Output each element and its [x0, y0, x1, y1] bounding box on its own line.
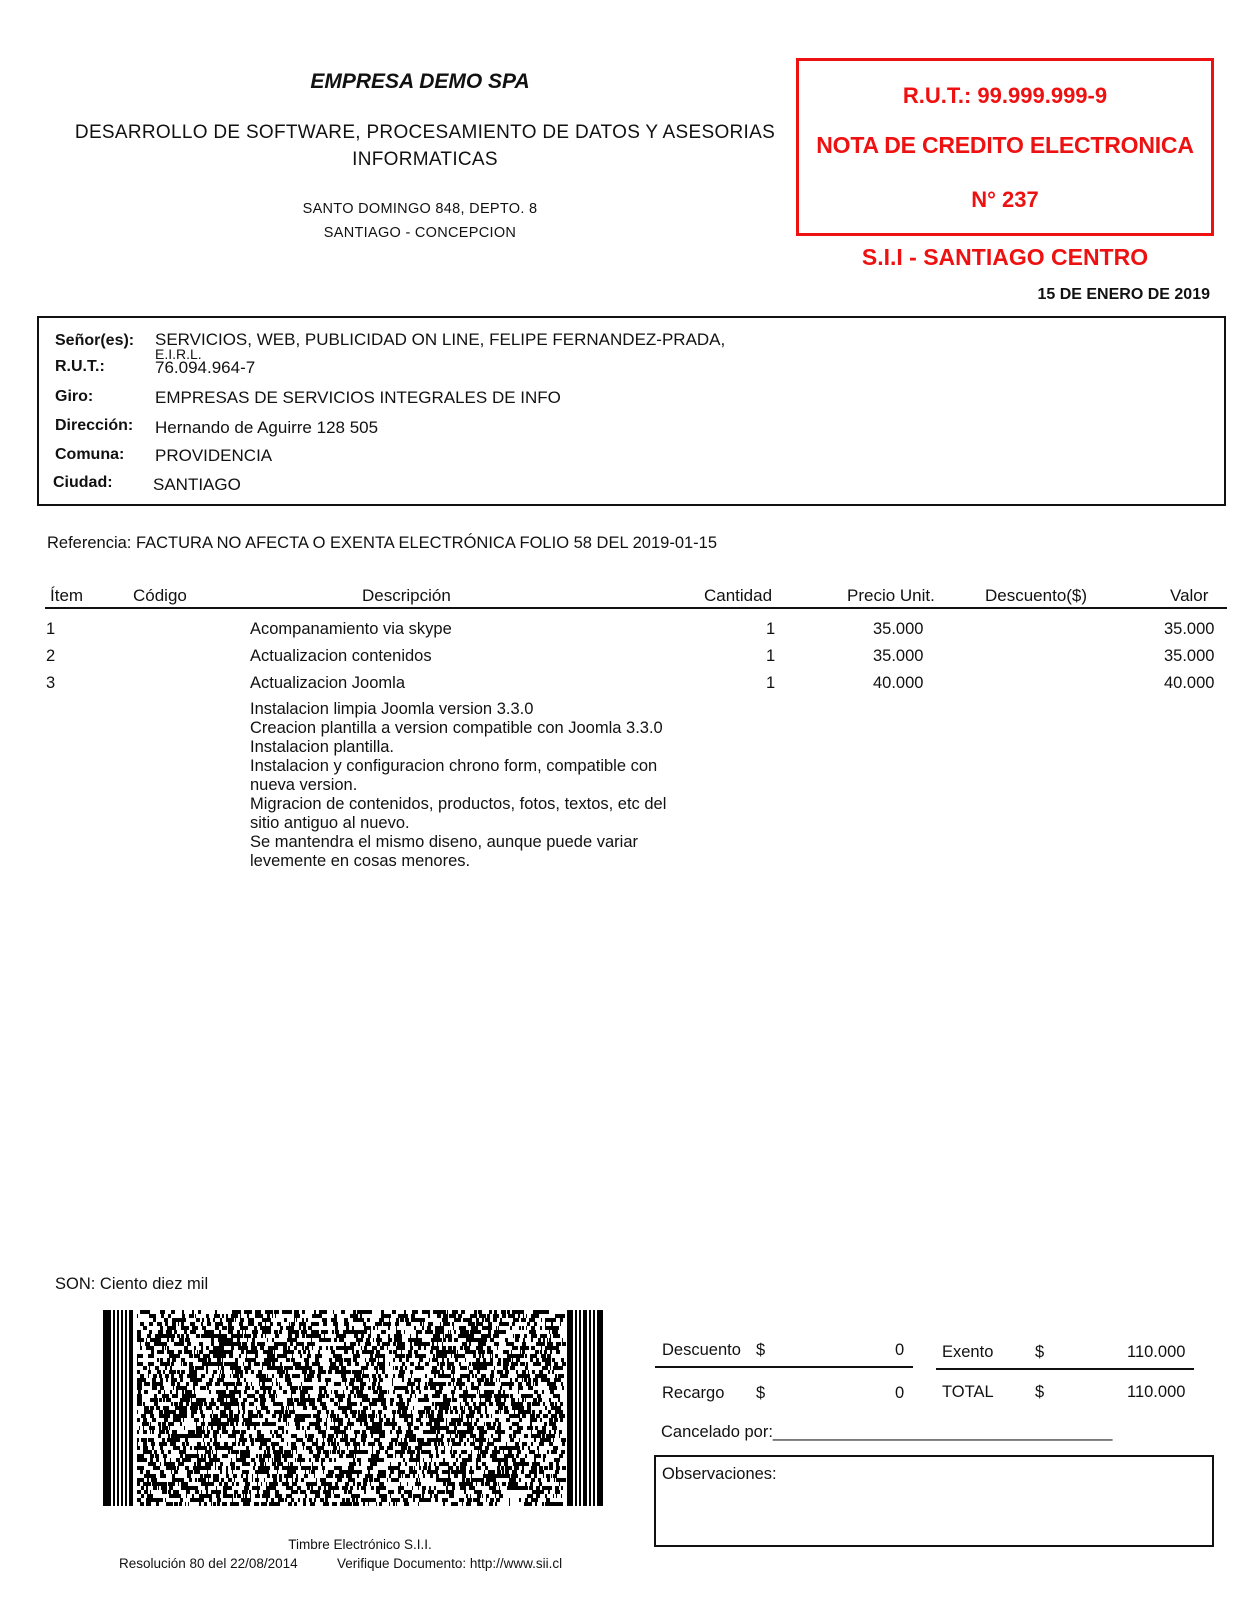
cancelado-por: Cancelado por:_____________________________________	[661, 1423, 1113, 1441]
header-item: Ítem	[50, 586, 84, 605]
row-descripcion: Actualizacion Joomla	[250, 674, 405, 692]
receptor-ciudad: SANTIAGO	[153, 475, 241, 494]
detail-line: Instalacion plantilla.	[250, 738, 395, 756]
row-precio: 40.000	[873, 674, 924, 692]
timbre-resolucion: Resolución 80 del 22/08/2014	[119, 1556, 298, 1571]
amount-in-words: SON: Ciento diez mil	[55, 1275, 209, 1293]
descuento-value: 0	[895, 1341, 905, 1359]
detail-line: Se mantendra el mismo diseno, aunque puede variar	[250, 833, 638, 851]
detail-line: Creacion plantilla a version compatible con Joomla 3.3.0	[250, 719, 663, 737]
total-value: 110.000	[1127, 1383, 1186, 1401]
row-valor: 40.000	[1164, 674, 1215, 692]
label-senor: Señor(es):	[55, 332, 135, 349]
row-cantidad: 1	[766, 647, 776, 665]
detail-line: Instalacion y configuracion chrono form, compatible con	[250, 757, 658, 775]
exento-divider	[936, 1368, 1194, 1370]
reference-line: Referencia: FACTURA NO AFECTA O EXENTA ELECTRÓNICA FOLIO 58 DEL 2019-01-15	[47, 534, 718, 552]
descuento-label: Descuento	[662, 1341, 741, 1359]
total-label: TOTAL	[942, 1383, 994, 1401]
label-ciudad: Ciudad:	[53, 474, 113, 491]
header-cantidad: Cantidad	[704, 586, 773, 605]
detail-line: Migracion de contenidos, productos, fotos, textos, etc del	[250, 795, 667, 813]
receptor-name-line1: SERVICIOS, WEB, PUBLICIDAD ON LINE, FELIPE FERNANDEZ-PRADA,	[155, 330, 726, 349]
row-valor: 35.000	[1164, 647, 1215, 665]
row-item: 3	[46, 674, 56, 692]
row-cantidad: 1	[766, 674, 776, 692]
table-header-divider	[45, 607, 1227, 609]
observaciones-label: Observaciones:	[662, 1465, 777, 1483]
issuer-address-line1: SANTO DOMINGO 848, DEPTO. 8	[302, 201, 538, 217]
label-comuna: Comuna:	[55, 446, 125, 463]
detail-line: sitio antiguo al nuevo.	[250, 814, 410, 832]
receptor-direccion: Hernando de Aguirre 128 505	[155, 418, 379, 437]
row-detail-lines	[250, 700, 710, 871]
timbre-barcode	[103, 1310, 603, 1506]
exento-value: 110.000	[1127, 1343, 1186, 1361]
exento-currency: $	[1035, 1343, 1045, 1361]
receptor-comuna: PROVIDENCIA	[155, 446, 273, 465]
receptor-giro: EMPRESAS DE SERVICIOS INTEGRALES DE INFO	[155, 388, 561, 407]
header-descuento: Descuento($)	[985, 586, 1088, 605]
receptor-name-line2: E.I.R.L.	[155, 346, 202, 362]
timbre-title: Timbre Electrónico S.I.I.	[288, 1537, 432, 1552]
recargo-label: Recargo	[662, 1384, 725, 1402]
receptor-box	[37, 316, 1226, 506]
header-valor: Valor	[1170, 586, 1209, 605]
recargo-currency: $	[756, 1384, 766, 1402]
document-number: N° 237	[971, 187, 1039, 212]
issuer-address	[180, 197, 660, 245]
document-date: 15 DE ENERO DE 2019	[1037, 286, 1210, 303]
document-type-box	[796, 58, 1214, 236]
header-descripcion: Descripción	[362, 586, 451, 605]
detail-line: nueva version.	[250, 776, 358, 794]
recargo-value: 0	[895, 1384, 905, 1402]
row-descripcion: Actualizacion contenidos	[250, 647, 432, 665]
header-precio: Precio Unit.	[847, 586, 935, 605]
document-type: NOTA DE CREDITO ELECTRONICA	[816, 132, 1194, 158]
receptor-rut: 76.094.964-7	[155, 358, 256, 377]
label-giro: Giro:	[55, 388, 94, 405]
row-precio: 35.000	[873, 620, 924, 638]
issuer-name: EMPRESA DEMO SPA	[310, 70, 530, 93]
header-codigo: Código	[133, 586, 187, 605]
row-precio: 35.000	[873, 647, 924, 665]
detail-line: Instalacion limpia Joomla version 3.3.0	[250, 700, 534, 718]
total-currency: $	[1035, 1383, 1045, 1401]
descuento-divider	[655, 1366, 913, 1368]
label-direccion: Dirección:	[55, 417, 134, 434]
detail-line: levemente en cosas menores.	[250, 852, 471, 870]
sii-office: S.I.I - SANTIAGO CENTRO	[861, 244, 1149, 270]
issuer-address-line2: SANTIAGO - CONCEPCION	[323, 225, 517, 241]
row-item: 2	[46, 647, 56, 665]
row-valor: 35.000	[1164, 620, 1215, 638]
timbre-verifique: Verifique Documento: http://www.sii.cl	[337, 1556, 563, 1571]
row-descripcion: Acompanamiento via skype	[250, 620, 452, 638]
row-item: 1	[46, 620, 56, 638]
descuento-currency: $	[756, 1341, 766, 1359]
label-rut: R.U.T.:	[55, 358, 105, 375]
exento-label: Exento	[942, 1343, 994, 1361]
document-rut: R.U.T.: 99.999.999-9	[902, 83, 1108, 108]
observaciones-box	[654, 1455, 1214, 1547]
row-cantidad: 1	[766, 620, 776, 638]
issuer-giro: DESARROLLO DE SOFTWARE, PROCESAMIENTO DE DATOS Y ASESORIAS INFORMATICAS	[74, 122, 776, 170]
